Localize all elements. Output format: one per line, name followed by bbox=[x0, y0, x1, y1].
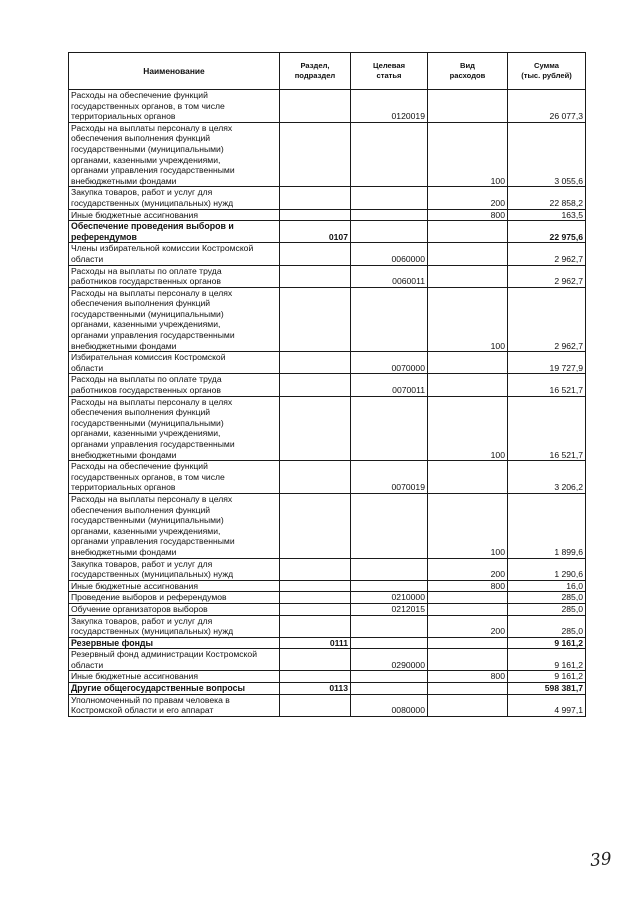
row-vid-cell: 800 bbox=[428, 580, 508, 592]
row-summa-cell: 22 975,6 bbox=[508, 221, 586, 243]
row-summa-cell: 598 381,7 bbox=[508, 683, 586, 695]
table-row bbox=[69, 396, 586, 461]
row-vid-cell bbox=[428, 649, 508, 671]
header-celevaya: Целевая статья bbox=[351, 53, 428, 90]
row-summa-cell: 1 290,6 bbox=[508, 558, 586, 580]
row-razdel-cell bbox=[280, 374, 351, 396]
table-header bbox=[69, 53, 586, 90]
row-celevaya-cell: 0070011 bbox=[351, 374, 428, 396]
header-row bbox=[69, 53, 586, 90]
table-row bbox=[69, 637, 586, 649]
row-summa-cell: 3 206,2 bbox=[508, 461, 586, 494]
row-razdel-cell bbox=[280, 649, 351, 671]
row-summa-cell: 2 962,7 bbox=[508, 287, 586, 352]
row-name-cell: Расходы на обеспечение функций государственных органов, в том числе территориальных органов bbox=[69, 461, 280, 494]
row-summa-cell: 16,0 bbox=[508, 580, 586, 592]
row-summa-cell: 285,0 bbox=[508, 615, 586, 637]
row-celevaya-cell: 0212015 bbox=[351, 603, 428, 615]
table-row bbox=[69, 265, 586, 287]
header-summa: Сумма (тыс. рублей) bbox=[508, 53, 586, 90]
row-celevaya-cell bbox=[351, 637, 428, 649]
row-summa-cell: 9 161,2 bbox=[508, 637, 586, 649]
row-razdel-cell bbox=[280, 209, 351, 221]
table-row bbox=[69, 615, 586, 637]
row-name-cell: Проведение выборов и референдумов bbox=[69, 592, 280, 604]
row-summa-cell: 3 055,6 bbox=[508, 122, 586, 187]
row-vid-cell: 100 bbox=[428, 122, 508, 187]
row-name-cell: Иные бюджетные ассигнования bbox=[69, 580, 280, 592]
row-celevaya-cell bbox=[351, 209, 428, 221]
row-celevaya-cell: 0120019 bbox=[351, 90, 428, 123]
row-celevaya-cell bbox=[351, 615, 428, 637]
row-celevaya-cell bbox=[351, 187, 428, 209]
row-celevaya-cell bbox=[351, 580, 428, 592]
row-razdel-cell bbox=[280, 615, 351, 637]
table-row bbox=[69, 580, 586, 592]
row-vid-cell bbox=[428, 683, 508, 695]
row-name-cell: Избирательная комиссия Костромской области bbox=[69, 352, 280, 374]
table-row bbox=[69, 461, 586, 494]
row-razdel-cell bbox=[280, 493, 351, 558]
row-razdel-cell bbox=[280, 90, 351, 123]
table-row bbox=[69, 649, 586, 671]
row-razdel-cell bbox=[280, 243, 351, 265]
row-summa-cell: 16 521,7 bbox=[508, 396, 586, 461]
row-vid-cell bbox=[428, 374, 508, 396]
table-row bbox=[69, 287, 586, 352]
table-row bbox=[69, 221, 586, 243]
row-summa-cell: 22 858,2 bbox=[508, 187, 586, 209]
row-summa-cell: 9 161,2 bbox=[508, 649, 586, 671]
row-celevaya-cell: 0070000 bbox=[351, 352, 428, 374]
row-vid-cell bbox=[428, 352, 508, 374]
table-row bbox=[69, 187, 586, 209]
row-name-cell: Закупка товаров, работ и услуг для государственных (муниципальных) нужд bbox=[69, 558, 280, 580]
table-row bbox=[69, 374, 586, 396]
row-razdel-cell bbox=[280, 265, 351, 287]
row-name-cell: Члены избирательной комиссии Костромской области bbox=[69, 243, 280, 265]
row-summa-cell: 4 997,1 bbox=[508, 694, 586, 716]
row-celevaya-cell bbox=[351, 683, 428, 695]
row-vid-cell bbox=[428, 265, 508, 287]
row-razdel-cell bbox=[280, 352, 351, 374]
row-celevaya-cell bbox=[351, 287, 428, 352]
row-name-cell: Иные бюджетные ассигнования bbox=[69, 671, 280, 683]
table-row bbox=[69, 694, 586, 716]
row-celevaya-cell bbox=[351, 221, 428, 243]
row-razdel-cell bbox=[280, 694, 351, 716]
row-name-cell: Закупка товаров, работ и услуг для государственных (муниципальных) нужд bbox=[69, 187, 280, 209]
row-vid-cell bbox=[428, 603, 508, 615]
row-celevaya-cell: 0060000 bbox=[351, 243, 428, 265]
row-celevaya-cell: 0080000 bbox=[351, 694, 428, 716]
row-celevaya-cell: 0210000 bbox=[351, 592, 428, 604]
table-row bbox=[69, 603, 586, 615]
row-summa-cell: 9 161,2 bbox=[508, 671, 586, 683]
row-name-cell: Расходы на выплаты по оплате труда работников государственных органов bbox=[69, 374, 280, 396]
table-body bbox=[69, 90, 586, 717]
row-celevaya-cell: 0060011 bbox=[351, 265, 428, 287]
row-razdel-cell bbox=[280, 461, 351, 494]
row-vid-cell bbox=[428, 592, 508, 604]
row-razdel-cell: 0107 bbox=[280, 221, 351, 243]
row-razdel-cell: 0113 bbox=[280, 683, 351, 695]
table-row bbox=[69, 243, 586, 265]
row-summa-cell: 2 962,7 bbox=[508, 265, 586, 287]
row-razdel-cell bbox=[280, 592, 351, 604]
row-name-cell: Расходы на выплаты персоналу в целях обеспечения выполнения функций государственными (муниципальными) органами, казенными учреждениями, органами управления государственными внебюджетными фондами bbox=[69, 396, 280, 461]
row-celevaya-cell bbox=[351, 671, 428, 683]
row-name-cell: Обучение организаторов выборов bbox=[69, 603, 280, 615]
row-name-cell: Расходы на выплаты по оплате труда работников государственных органов bbox=[69, 265, 280, 287]
table-row bbox=[69, 671, 586, 683]
row-razdel-cell bbox=[280, 603, 351, 615]
row-name-cell: Резервные фонды bbox=[69, 637, 280, 649]
row-vid-cell bbox=[428, 637, 508, 649]
row-summa-cell: 285,0 bbox=[508, 603, 586, 615]
table-row bbox=[69, 352, 586, 374]
row-celevaya-cell bbox=[351, 122, 428, 187]
row-summa-cell: 26 077,3 bbox=[508, 90, 586, 123]
row-summa-cell: 19 727,9 bbox=[508, 352, 586, 374]
row-razdel-cell bbox=[280, 396, 351, 461]
table-row bbox=[69, 592, 586, 604]
row-razdel-cell: 0111 bbox=[280, 637, 351, 649]
row-vid-cell: 200 bbox=[428, 187, 508, 209]
header-razdel: Раздел, подраздел bbox=[280, 53, 351, 90]
row-celevaya-cell: 0070019 bbox=[351, 461, 428, 494]
table-row bbox=[69, 493, 586, 558]
row-vid-cell: 200 bbox=[428, 558, 508, 580]
row-vid-cell: 800 bbox=[428, 209, 508, 221]
row-razdel-cell bbox=[280, 671, 351, 683]
row-vid-cell: 200 bbox=[428, 615, 508, 637]
row-name-cell: Расходы на выплаты персоналу в целях обеспечения выполнения функций государственными (муниципальными) органами, казенными учреждениями, органами управления государственными внебюджетными фондами bbox=[69, 287, 280, 352]
row-razdel-cell bbox=[280, 558, 351, 580]
row-vid-cell: 100 bbox=[428, 493, 508, 558]
table-row bbox=[69, 122, 586, 187]
row-razdel-cell bbox=[280, 187, 351, 209]
row-celevaya-cell bbox=[351, 558, 428, 580]
row-name-cell: Расходы на выплаты персоналу в целях обеспечения выполнения функций государственными (муниципальными) органами, казенными учреждениями, органами управления государственными внебюджетными фондами bbox=[69, 122, 280, 187]
row-summa-cell: 2 962,7 bbox=[508, 243, 586, 265]
table-row bbox=[69, 90, 586, 123]
header-name: Наименование bbox=[69, 53, 280, 90]
row-name-cell: Расходы на выплаты персоналу в целях обеспечения выполнения функций государственными (муниципальными) органами, казенными учреждениями, органами управления государственными внебюджетными фондами bbox=[69, 493, 280, 558]
row-vid-cell bbox=[428, 243, 508, 265]
table-row bbox=[69, 683, 586, 695]
row-celevaya-cell bbox=[351, 396, 428, 461]
row-vid-cell bbox=[428, 694, 508, 716]
row-name-cell: Обеспечение проведения выборов и референдумов bbox=[69, 221, 280, 243]
row-name-cell: Другие общегосударственные вопросы bbox=[69, 683, 280, 695]
row-vid-cell bbox=[428, 221, 508, 243]
table-row bbox=[69, 558, 586, 580]
row-vid-cell bbox=[428, 90, 508, 123]
page-number: 39 bbox=[589, 848, 613, 872]
row-name-cell: Уполномоченный по правам человека в Костромской области и его аппарат bbox=[69, 694, 280, 716]
row-celevaya-cell: 0290000 bbox=[351, 649, 428, 671]
row-summa-cell: 163,5 bbox=[508, 209, 586, 221]
row-razdel-cell bbox=[280, 122, 351, 187]
row-name-cell: Резервный фонд администрации Костромской области bbox=[69, 649, 280, 671]
budget-table bbox=[68, 52, 586, 717]
row-name-cell: Расходы на обеспечение функций государственных органов, в том числе территориальных органов bbox=[69, 90, 280, 123]
header-vid: Вид расходов bbox=[428, 53, 508, 90]
row-vid-cell: 100 bbox=[428, 287, 508, 352]
row-vid-cell: 100 bbox=[428, 396, 508, 461]
row-name-cell: Иные бюджетные ассигнования bbox=[69, 209, 280, 221]
row-summa-cell: 285,0 bbox=[508, 592, 586, 604]
row-razdel-cell bbox=[280, 287, 351, 352]
table-row bbox=[69, 209, 586, 221]
row-summa-cell: 1 899,6 bbox=[508, 493, 586, 558]
row-razdel-cell bbox=[280, 580, 351, 592]
row-name-cell: Закупка товаров, работ и услуг для государственных (муниципальных) нужд bbox=[69, 615, 280, 637]
row-celevaya-cell bbox=[351, 493, 428, 558]
row-summa-cell: 16 521,7 bbox=[508, 374, 586, 396]
row-vid-cell: 800 bbox=[428, 671, 508, 683]
row-vid-cell bbox=[428, 461, 508, 494]
